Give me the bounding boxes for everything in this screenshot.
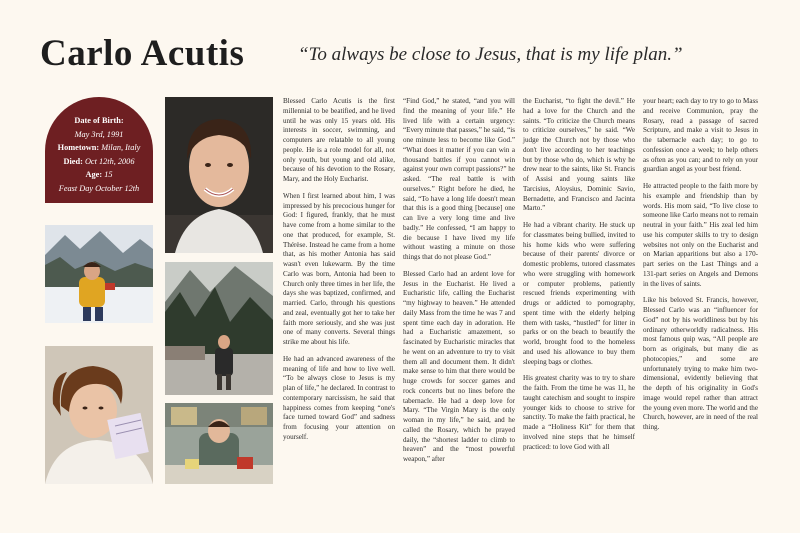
died-label: Died: xyxy=(63,156,83,166)
age-label: Age: xyxy=(85,170,103,179)
age-value: 15 xyxy=(104,170,113,179)
article-column-3 xyxy=(523,97,635,452)
died-value: Oct 12th, 2006 xyxy=(84,156,135,166)
feast-day: Feast Day October 12th xyxy=(58,183,140,193)
info-box xyxy=(45,97,153,203)
article-paragraph: Like his beloved St. Francis, however, Blessed Carlo was an “influencer for God” not by his worldliness but by his ordinary otherworldly radicalness. His most famous quip was, “All people are born as originals, but many die as photocopies,” and some are unfortunately trying to make him two-dimensional, evidently believing that the depth of his originality in God's image would repel rather than attract the young even more. The world and the Church, however, are in need of the real thing. xyxy=(643,296,758,431)
snow-child-photo xyxy=(45,225,153,323)
article-paragraph: When I first learned about him, I was impressed by his precocious hunger for God: I figured, frankly, that he must have come from a home similar to the one that produced, for example, St. Thérèse. Instead he came from a home that, as his mother Antonia has said wasn't even lukewarm. By the time Carlo was born, Antonia had been to Church only three times in her life, the days she was baptized, confirmed, and married. Carlo, through his questions and zeal, eventually got her to take her faith more seriously, and she was just one of many converts. Several things strike me about his life. xyxy=(283,191,395,346)
article-column-1 xyxy=(283,97,395,443)
article-column-2 xyxy=(403,97,515,465)
article-paragraph: His greatest charity was to try to share the faith. From the time he was 11, he taught catechism and sought to inspire younger kids to choose to strive for sanctity. To make the faith practical, he made a “Holiness Kit” for them that involved nine steps that he himself practiced: to love God with all xyxy=(523,374,635,451)
article-paragraph: He had a vibrant charity. He stuck up for classmates being bullied, invited to his home kids who were suffering because of their parents' divorce or domestic problems, tutored classmates who were struggling with homework or computer problems, patiently rescued friends experimenting with drugs or addicted to pornography, spent time with the elderly helping them with tasks, “hustled” for litter in parks or on the beach to beautify the world, brought food to the homeless and used his allowance to buy them sleeping bags or clothes. xyxy=(523,221,635,366)
article-paragraph: Blessed Carlo Acutis is the first millennial to be beatified, and he lived until he was only 15 years old. His interests in soccer, swimming, and computers are relatable to all young people. He is a role model for all, not only youth, but young and old alike, because of his devotion to the Rosary, Mary, and the Holy Eucharist. xyxy=(283,97,395,183)
article-column-4 xyxy=(643,97,758,433)
dob-value: May 3rd, 1991 xyxy=(74,129,124,139)
hometown-label: Hometown: xyxy=(57,143,100,152)
article-paragraph: He had an advanced awareness of the meaning of life and how to live well. “To be always close to Jesus is my plan of life,” he declared. In contrast to contemporary narcissism, he said that happiness comes from keeping “one's face turned toward God” and sadness from focusing your attention on yourself. xyxy=(283,354,395,441)
page-title: Carlo Acutis xyxy=(40,33,245,74)
boy-at-table-photo xyxy=(165,403,273,484)
article-paragraph: “Find God,” he stated, “and you will find the meaning of your life.” He lived life with a certain urgency: “Every minute that passes,” he said, “is one minute less to become like God.” “What does it matter if you can win a thousand battles if you cannot win against your own corrupt passions?” he asked. “The real battle is with ourselves.” Right before he died, he said, “To have a long life doesn't mean that this is a good thing [because] one can live a very long time and live badly.” He confessed, “I am happy to die because I have lived my life without wasting a minute on those things that do not please God.” xyxy=(403,97,515,261)
dob-label: Date of Birth: xyxy=(74,116,124,125)
hometown-value: Milan, Italy xyxy=(101,143,141,152)
article-paragraph: Blessed Carlo had an ardent love for Jesus in the Eucharist. He lived a Eucharistic life, calling the Eucharist “my highway to heaven.” He attended daily Mass from the time he was 7 and spent time each day in adoration. He had a Eucharistic amazement, so fascinated by Eucharistic miracles that he went on an adventure to try to visit them all and document them. It didn't make sense to him that there would be huge crowds for soccer games and rock concerts but no lines before the tabernacle. He had a deep love for Mary. “The Virgin Mary is the only woman in my life,” he said, and he called the Rosary, which he prayed daily, the “shortest ladder to climb to heaven” and the “most powerful weapon,” after xyxy=(403,269,515,463)
mountain-walk-photo xyxy=(165,262,273,395)
article-paragraph: the Eucharist, “to fight the devil.” He had a love for the Church and the saints. “To criticize the Church means to criticize ourselves,” he said. “We judge the Church not by those who don't live according to her teachings but by those who do, which is why he drew near to the saints, like St. Francis of Assisi and young saints like Tarcisius, Aloysius, Dominic Savio, Bernadette, and Francisco and Jacinta Marto.” xyxy=(523,97,635,213)
child-with-paper-photo xyxy=(45,346,153,484)
article-paragraph: He attracted people to the faith more by his example and friendship than by words. His mom said, “To live close to someone like Carlo means not to remain neutral in your faith.” His zeal led him use his computer skills to try to design websites not only on the Eucharist and on Marian apparitions but also a 170-part series on the Last Things and a 131-part series on Angels and Demons in the lives of saints. xyxy=(643,182,758,288)
portrait-photo xyxy=(165,97,273,253)
header-quote: “To always be close to Jesus, that is my life plan.” xyxy=(298,44,683,65)
article-paragraph: your heart; each day to try to go to Mass and receive Communion, pray the Rosary, read a passage of sacred Scripture, and make a visit to Jesus in the tabernacle each day; to go to confession once a week; to help others as often as you can; and to rely on your guardian angel as your best friend. xyxy=(643,97,758,174)
